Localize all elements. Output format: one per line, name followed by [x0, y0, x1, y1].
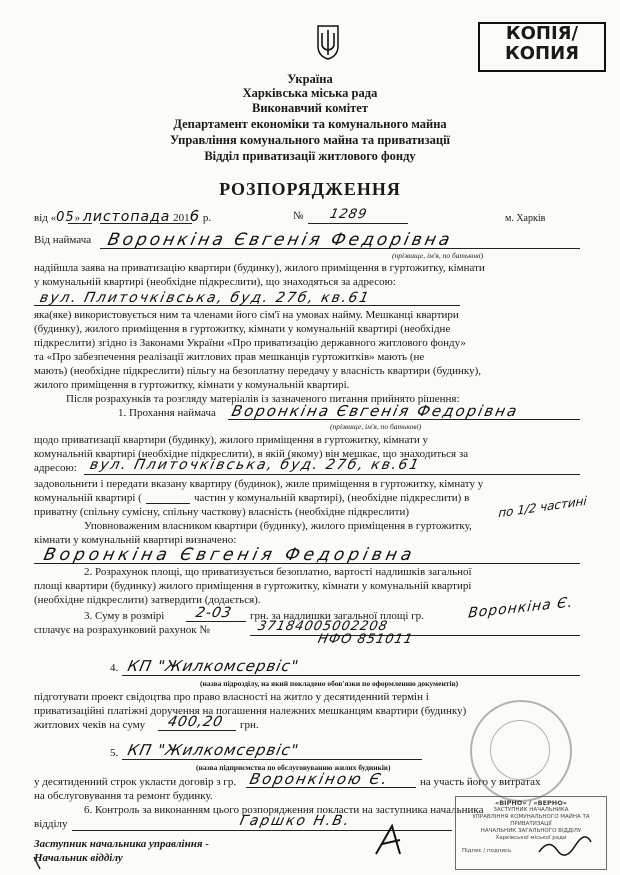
p1-line8: кімнати у комунальній квартирі визначено: — [34, 534, 237, 546]
p5-org: КП "Жилкомсервіс" — [126, 741, 301, 759]
p3-line2: сплачує на розрахунковий рахунок № — [34, 624, 210, 636]
body1-line3: яка(яке) використовується ним та членами його сім'ї на умовах найму. Мешканці квартири — [34, 309, 459, 321]
p5-line1b: на участь його у витратах — [420, 776, 541, 788]
p3-account: 37184005002208 — [256, 619, 390, 634]
stamp-line2: ЗАСТУПНИК НАЧАЛЬНИКА — [493, 807, 569, 813]
signature-line2: Начальник відділу — [34, 852, 123, 864]
copy-stamp — [478, 22, 606, 72]
p1-line4: задовольнити і передати вказану квартиру (будинок), жиле приміщення в гуртожитку, кімнату у — [34, 478, 484, 490]
p6-line2: відділу — [34, 818, 68, 830]
p1-line5b: частин у комунальній квартирі), (необхідне підкреслити) в — [194, 492, 470, 504]
p2-line1: 2. Розрахунок площі, що приватизується безоплатно, вартості надлишків загальної — [84, 566, 472, 578]
p2-line2: площі квартири (будинку) жилого приміщення в гуртожитку, кімнати у комунальній квартирі — [34, 580, 472, 592]
date-day: 05 — [56, 210, 75, 225]
stamp-signature — [535, 832, 595, 862]
body1-address: вул. Плиточківська, буд. 27б, кв.61 — [38, 290, 372, 306]
copy-stamp-line2: КОПИЯ — [504, 43, 579, 64]
p4-amount: 400,20 — [166, 714, 225, 730]
p3-line1b: грн. за надлишки загальної площі гр. — [250, 610, 424, 622]
stamp-line5: Харківської міської ради — [495, 835, 567, 841]
p4-line3a: житлових чеків на суму — [34, 719, 146, 731]
date-mid: » — [74, 212, 81, 224]
p1-line1: щодо приватизації квартири (будинку), жилого приміщення в гуртожитку, кімнати у — [34, 434, 428, 446]
p1-line5: комунальній квартирі ( — [34, 492, 142, 504]
p4-org: КП "Жилкомсервіс" — [126, 657, 301, 675]
date-prefix: від « — [34, 212, 57, 224]
body1-line7: мають) (необхідне підкреслити) пільгу на безоплатну передачу у власність квартири (будинку), — [34, 365, 482, 377]
date-month: листопада — [82, 209, 171, 225]
date-year-suffix: р. — [202, 212, 212, 224]
copy-stamp-line1: КОПІЯ/ — [505, 23, 579, 44]
p1-address: вул. Плиточківська, буд. 27б, кв.61 — [88, 457, 422, 473]
stamp-line4: НАЧАЛЬНИК ЗАГАЛЬНОГО ВІДДІЛУ — [480, 828, 582, 834]
round-seal-inner — [490, 720, 550, 780]
body1-line5: підкреслити) згідно із Законами України «Про приватизацію державного житлового фонду» — [34, 337, 466, 349]
header-department: Департамент економіки та комунального майна — [173, 117, 447, 131]
p5-label: 5. — [110, 747, 119, 759]
header-country: Україна — [287, 72, 333, 86]
p3-payer: Воронкіна Є. — [467, 594, 575, 622]
p3-sum: 2-03 — [194, 605, 234, 621]
p1-owner: Воронкіна Євгенія Федорівна — [41, 545, 418, 565]
p4-line3b: грн. — [240, 719, 259, 731]
handwritten-signature — [370, 820, 420, 860]
stamp-line6: Підпис / подпись — [462, 848, 512, 854]
trident-emblem — [316, 24, 340, 60]
body1-line4: (будинку), жилого приміщення в гуртожитку, кімнати у комунальній квартирі (необхідне — [34, 323, 451, 335]
p5-hint: (назва підприємства по обслуговуванню жилих будинків) — [196, 763, 391, 772]
applicant-label: Від наймача — [34, 234, 92, 246]
p5-line1a: у десятиденний строк укласти договір з гр. — [34, 776, 237, 788]
document-number: 1289 — [328, 207, 369, 222]
p1-line7: Уповноваженим власником квартири (будинку), жилого приміщення в гуртожитку, — [84, 520, 472, 532]
p1-line2: комунальній квартирі (необхідне підкреслити), в якій (якому) він мешкає, що знаходиться за — [34, 448, 469, 460]
applicant-name: Воронкіна Євгенія Федорівна — [105, 230, 455, 250]
header-committee: Виконавчий комітет — [252, 101, 368, 115]
p6-name: Гаршко Н.В. — [238, 813, 353, 829]
p1-share: по 1/2 частині — [497, 493, 588, 521]
signature-line1: Заступник начальника управління - — [34, 838, 209, 850]
stamp-line3: УПРАВЛІННЯ КОМУНАЛЬНОГО МАЙНА ТА ПРИВАТИЗАЦІЇ — [472, 814, 590, 827]
p4-line1: підготувати проект свідоцтва про право власності на житло у десятиденний термін і — [34, 691, 429, 703]
date-year-digit: 6 — [189, 207, 201, 225]
body1-line6: та «Про забезпечення реалізації житлових прав мешканців гуртожитків» мають (не — [34, 351, 425, 363]
p5-name: Воронкіною Є. — [248, 770, 391, 788]
p3-account2: НФО 851011 — [316, 632, 415, 647]
city: м. Харків — [505, 213, 546, 224]
header-directorate: Управління комунального майна та приватизації — [169, 133, 451, 147]
body1-line1: надійшла заява на приватизацію квартири (будинку), жилого приміщення в гуртожитку, кімнати — [34, 262, 485, 274]
p1-hint: (прізвище, ім'я, по батькові) — [330, 422, 422, 431]
p1-line3: адресою: — [34, 462, 77, 474]
p2-line3: (необхідне підкреслити) затвердити (додається). — [34, 594, 261, 606]
p4-label: 4. — [110, 662, 119, 674]
applicant-hint: (прізвище, ім'я, по батькові) — [392, 251, 484, 260]
document-title: РОЗПОРЯДЖЕННЯ — [219, 179, 401, 199]
pen-mark — [30, 855, 48, 871]
body1-line2: у комунальній квартирі (необхідне підкреслити), що знаходяться за адресою: — [34, 276, 396, 288]
body1-line8: жилого приміщення в гуртожитку, кімнати у комунальній квартирі. — [34, 379, 350, 391]
p3-line1a: 3. Суму в розмірі — [84, 610, 165, 622]
p6-line1: 6. Контроль за виконанням цього розпорядження покласти на заступника начальника — [84, 804, 484, 816]
header-division: Відділ приватизації житлового фонду — [204, 149, 416, 163]
p1-name: Воронкіна Євгенія Федорівна — [230, 402, 521, 420]
p5-line2: на обслуговування та ремонт будинку. — [34, 790, 213, 802]
stamp-line1: «ВІРНО» / «ВЕРНО» — [495, 799, 567, 807]
number-label: № — [293, 210, 304, 222]
p4-line2: приватизаційні платіжні доручення на погашення належних мешканцям квартири (будинку) — [34, 705, 467, 717]
date-year-prefix: 201 — [173, 212, 190, 224]
body1-line9: Після розрахунків та розгляду матеріалів із зазначеного питання прийнято рішення: — [66, 393, 460, 405]
p4-hint: (назва підрозділу, на який покладено обов'язки по оформленню документів) — [200, 679, 459, 688]
p1-label: 1. Прохання наймача — [118, 407, 216, 419]
p1-line6: приватну (спільну сумісну, спільну часткову) власність (необхідне підкреслити) — [34, 506, 409, 518]
header-council: Харківська міська рада — [242, 86, 378, 100]
